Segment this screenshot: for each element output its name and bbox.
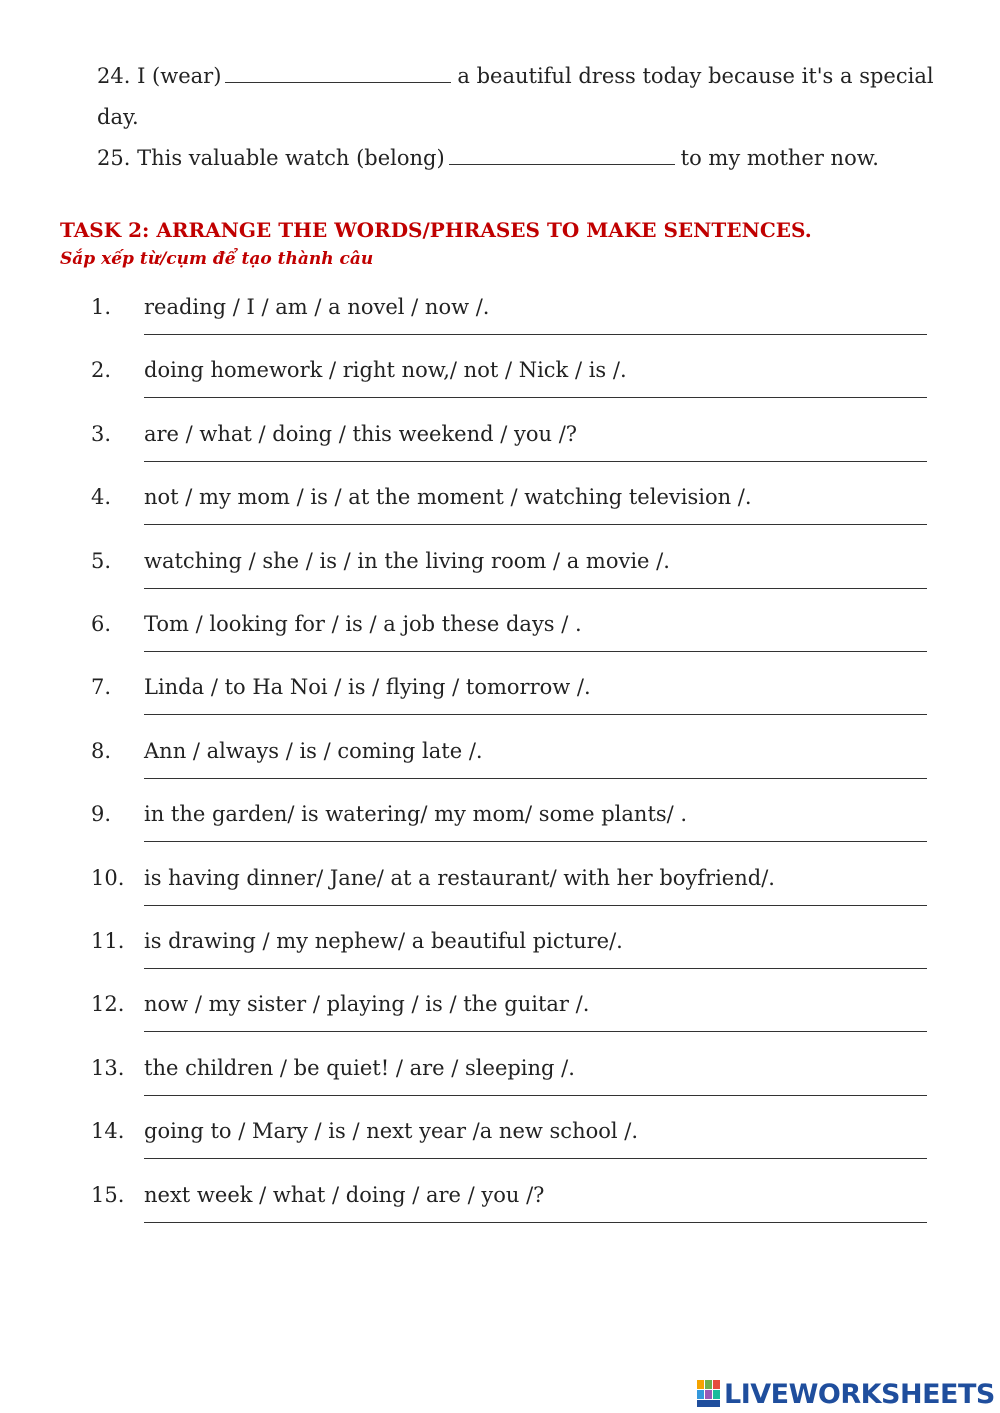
question-25-suffix: to my mother now. <box>680 146 879 170</box>
question-24-line <box>97 63 934 89</box>
item-prompt: doing homework / right now,/ not / Nick / is /. <box>144 358 627 383</box>
task-2-item <box>0 357 1000 420</box>
task-2-item <box>0 1182 1000 1245</box>
answer-line[interactable] <box>144 778 927 779</box>
task-2-item <box>0 801 1000 864</box>
item-number: 13. <box>91 1055 125 1080</box>
answer-line[interactable] <box>144 588 927 589</box>
item-prompt: are / what / doing / this weekend / you /? <box>144 421 578 446</box>
question-24-blank[interactable] <box>225 64 451 83</box>
item-prompt: reading / I / am / a novel / now /. <box>144 295 490 319</box>
task-2-title: TASK 2: ARRANGE THE WORDS/PHRASES TO MAKE SENTENCES. <box>60 218 812 242</box>
question-24-prefix: 24. I (wear) <box>97 64 222 88</box>
item-prompt: Linda / to Ha Noi / is / flying / tomorrow /. <box>144 675 591 700</box>
item-number: 7. <box>91 675 112 700</box>
item-number: 10. <box>91 865 125 890</box>
task-2-item <box>0 674 1000 737</box>
liveworksheets-logo-text: LIVEWORKSHEETS <box>724 1378 995 1410</box>
item-prompt: is having dinner/ Jane/ at a restaurant/ with her boyfriend/. <box>144 865 775 890</box>
answer-line[interactable] <box>144 1095 927 1096</box>
item-prompt: in the garden/ is watering/ my mom/ some plants/ . <box>144 802 688 827</box>
question-25-line <box>97 145 879 171</box>
item-number: 9. <box>91 802 112 827</box>
answer-line[interactable] <box>144 905 927 906</box>
item-number: 3. <box>91 421 112 446</box>
answer-line[interactable] <box>144 714 927 715</box>
answer-line[interactable] <box>144 1222 927 1223</box>
answer-line[interactable] <box>144 651 927 652</box>
task-2-item <box>0 865 1000 928</box>
item-number: 14. <box>91 1119 125 1144</box>
item-prompt: going to / Mary / is / next year /a new school /. <box>144 1119 639 1144</box>
item-number: 11. <box>91 929 125 953</box>
item-prompt: next week / what / doing / are / you /? <box>144 1182 545 1207</box>
question-25-prefix: 25. This valuable watch (belong) <box>97 146 445 170</box>
item-prompt: Tom / looking for / is / a job these days / . <box>144 612 582 636</box>
item-number: 6. <box>91 612 112 636</box>
task-2-item <box>0 928 1000 991</box>
question-24-continuation: day. <box>97 105 139 129</box>
question-25-blank[interactable] <box>449 146 675 165</box>
item-prompt: is drawing / my nephew/ a beautiful picture/. <box>144 929 623 953</box>
item-prompt: Ann / always / is / coming late /. <box>144 738 483 763</box>
liveworksheets-logo-icon <box>697 1380 721 1408</box>
answer-line[interactable] <box>144 524 927 525</box>
answer-line[interactable] <box>144 1158 927 1159</box>
item-prompt: watching / she / is / in the living room / a movie /. <box>144 548 670 573</box>
question-24-suffix: a beautiful dress today because it's a special <box>457 64 934 88</box>
answer-line[interactable] <box>144 461 927 462</box>
task-2-item <box>0 421 1000 484</box>
answer-line[interactable] <box>144 841 927 842</box>
task-2-item <box>0 1055 1000 1118</box>
item-number: 5. <box>91 548 112 573</box>
item-number: 2. <box>91 358 112 383</box>
item-number: 4. <box>91 485 112 510</box>
task-2-item <box>0 611 1000 674</box>
answer-line[interactable] <box>144 968 927 969</box>
item-number: 8. <box>91 738 112 763</box>
answer-line[interactable] <box>144 397 927 398</box>
item-number: 15. <box>91 1182 125 1207</box>
answer-line[interactable] <box>144 1031 927 1032</box>
item-prompt: now / my sister / playing / is / the guitar /. <box>144 992 590 1017</box>
answer-line[interactable] <box>144 334 927 335</box>
task-2-item <box>0 1118 1000 1181</box>
task-2-item <box>0 548 1000 611</box>
task-2-item <box>0 738 1000 801</box>
item-prompt: the children / be quiet! / are / sleeping /. <box>144 1055 575 1080</box>
task-2-item <box>0 484 1000 547</box>
task-2-item <box>0 991 1000 1054</box>
item-number: 12. <box>91 992 125 1017</box>
item-number: 1. <box>91 295 112 319</box>
liveworksheets-logo <box>697 1377 995 1411</box>
task-2-item <box>0 294 1000 357</box>
task-2-subtitle: Sắp xếp từ/cụm để tạo thành câu <box>60 249 374 269</box>
item-prompt: not / my mom / is / at the moment / watching television /. <box>144 485 752 510</box>
